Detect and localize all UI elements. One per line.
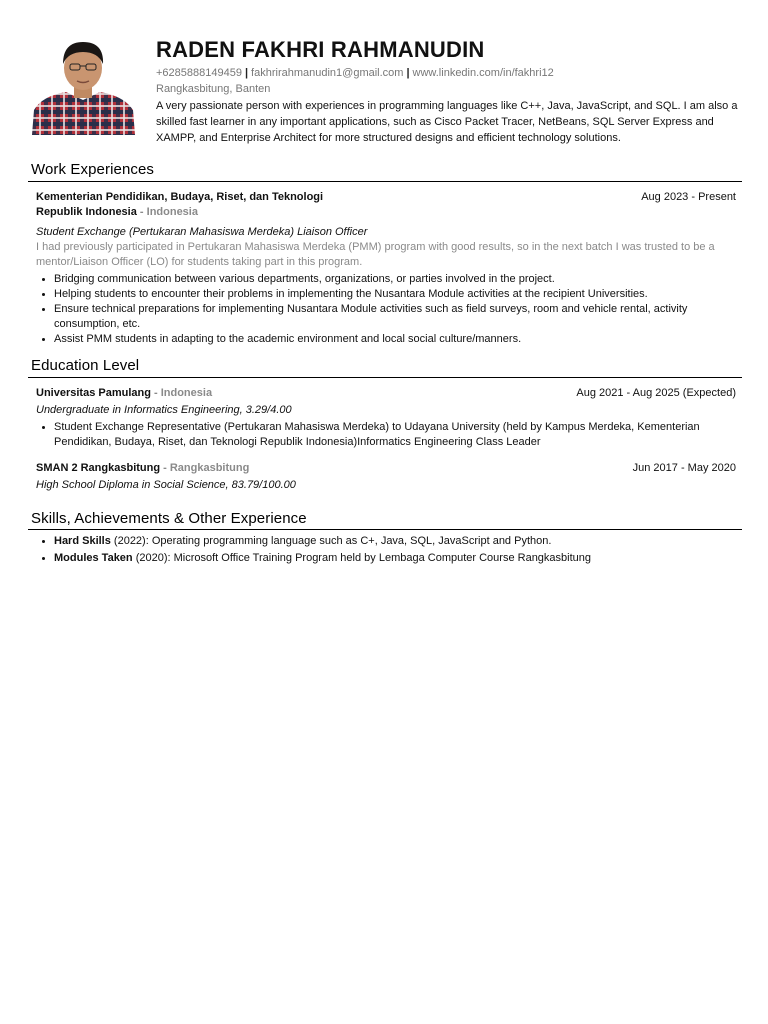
work-date-range: Aug 2023 - Present	[641, 191, 736, 203]
contact-line	[156, 65, 746, 81]
phone-number[interactable]: +6285888149459	[156, 67, 242, 79]
skills-bullet-list	[36, 534, 736, 566]
separator: |	[406, 67, 410, 79]
section-title-education: Education Level	[31, 357, 140, 374]
home-location: Rangkasbitung, Banten	[156, 83, 271, 95]
school-location: - Rangkasbitung	[160, 462, 250, 474]
list-item	[54, 551, 736, 566]
list-item	[54, 534, 736, 549]
list-item: • Helping students to encounter their problems in implementing the Nusantara Module activities at the recipient Universities.	[54, 287, 736, 302]
skill-label: Hard Skills	[54, 535, 111, 547]
section-divider	[28, 529, 742, 530]
list-item: • Student Exchange Representative (Pertukaran Mahasiswa Merdeka) to Udayana University (held by Kampus Merdeka, Kementerian Pendidikan, Budaya, Riset, dan Teknologi Republik Indonesia)Informatics Engineering Class Leader	[54, 420, 736, 450]
degree: High School Diploma in Social Science, 83.79/100.00	[36, 479, 296, 491]
job-description: I had previously participated in Pertukaran Mahasiswa Merdeka (PMM) program with good results, so in the next batch I was trusted to be a mentor/Liaison Officer (LO) for students taking part in this program.	[36, 241, 715, 268]
section-divider	[28, 377, 742, 378]
skill-detail: (2020): Microsoft Office Training Program held by Lembaga Computer Course Rangkasbitung	[132, 552, 592, 564]
list-item: • Ensure technical preparations for implementing Nusantara Module activities such as field surveys, room and vehicle rental, activity consumption, etc.	[54, 302, 736, 332]
full-name: RADEN FAKHRI RAHMANUDIN	[156, 37, 485, 62]
school-name: Universitas Pamulang	[36, 387, 151, 399]
employer-name: Kementerian Pendidikan, Budaya, Riset, dan Teknologi	[36, 191, 324, 203]
school-location: - Indonesia	[150, 387, 213, 399]
skill-detail: (2022): Operating programming language such as C+, Java, SQL, JavaScript and Python.	[110, 535, 552, 547]
section-title-skills: Skills, Achievements & Other Experience	[31, 510, 307, 527]
school-name: SMAN 2 Rangkasbitung	[36, 462, 161, 474]
job-title: Student Exchange (Pertukaran Mahasiswa Merdeka) Liaison Officer	[36, 226, 368, 238]
section-divider	[28, 181, 742, 182]
list-item: • Bridging communication between various departments, organizations, or parties involved in the project.	[54, 272, 736, 287]
header	[156, 36, 746, 146]
work-bullet-list	[36, 272, 736, 347]
profile-summary: A very passionate person with experiences in programming languages like C++, Java, JavaScript, and SQL. I am also a skilled fast learner in any important applications, such as Cisco Packet Tracer, NetBeans, SQL Server Express and XAMPP, and Enterprise Architect for more structured designs and efficient technology solutions.	[156, 100, 738, 144]
separator: |	[244, 67, 249, 79]
degree: Undergraduate in Informatics Engineering, 3.29/4.00	[36, 404, 292, 416]
skill-label: Modules Taken	[54, 552, 133, 564]
email-link[interactable]: fakhrirahmanudin1@gmail.com	[251, 67, 404, 79]
list-item: • Assist PMM students in adapting to the academic environment and local social culture/manners.	[54, 332, 736, 347]
employer-name-cont: Republik Indonesia	[36, 206, 137, 218]
education-entry	[36, 386, 736, 450]
education-entry	[36, 461, 736, 493]
skills-entry	[36, 534, 736, 566]
linkedin-link[interactable]: www.linkedin.com/in/fakhri12	[412, 67, 554, 79]
employer-location: - Indonesia	[136, 206, 198, 218]
section-title-work: Work Experiences	[31, 161, 155, 178]
profile-photo	[32, 38, 135, 135]
education-bullet-list	[36, 420, 736, 450]
work-entry	[36, 190, 736, 347]
education-date-range: Aug 2021 - Aug 2025 (Expected)	[576, 387, 736, 399]
education-date-range: Jun 2017 - May 2020	[632, 462, 736, 474]
